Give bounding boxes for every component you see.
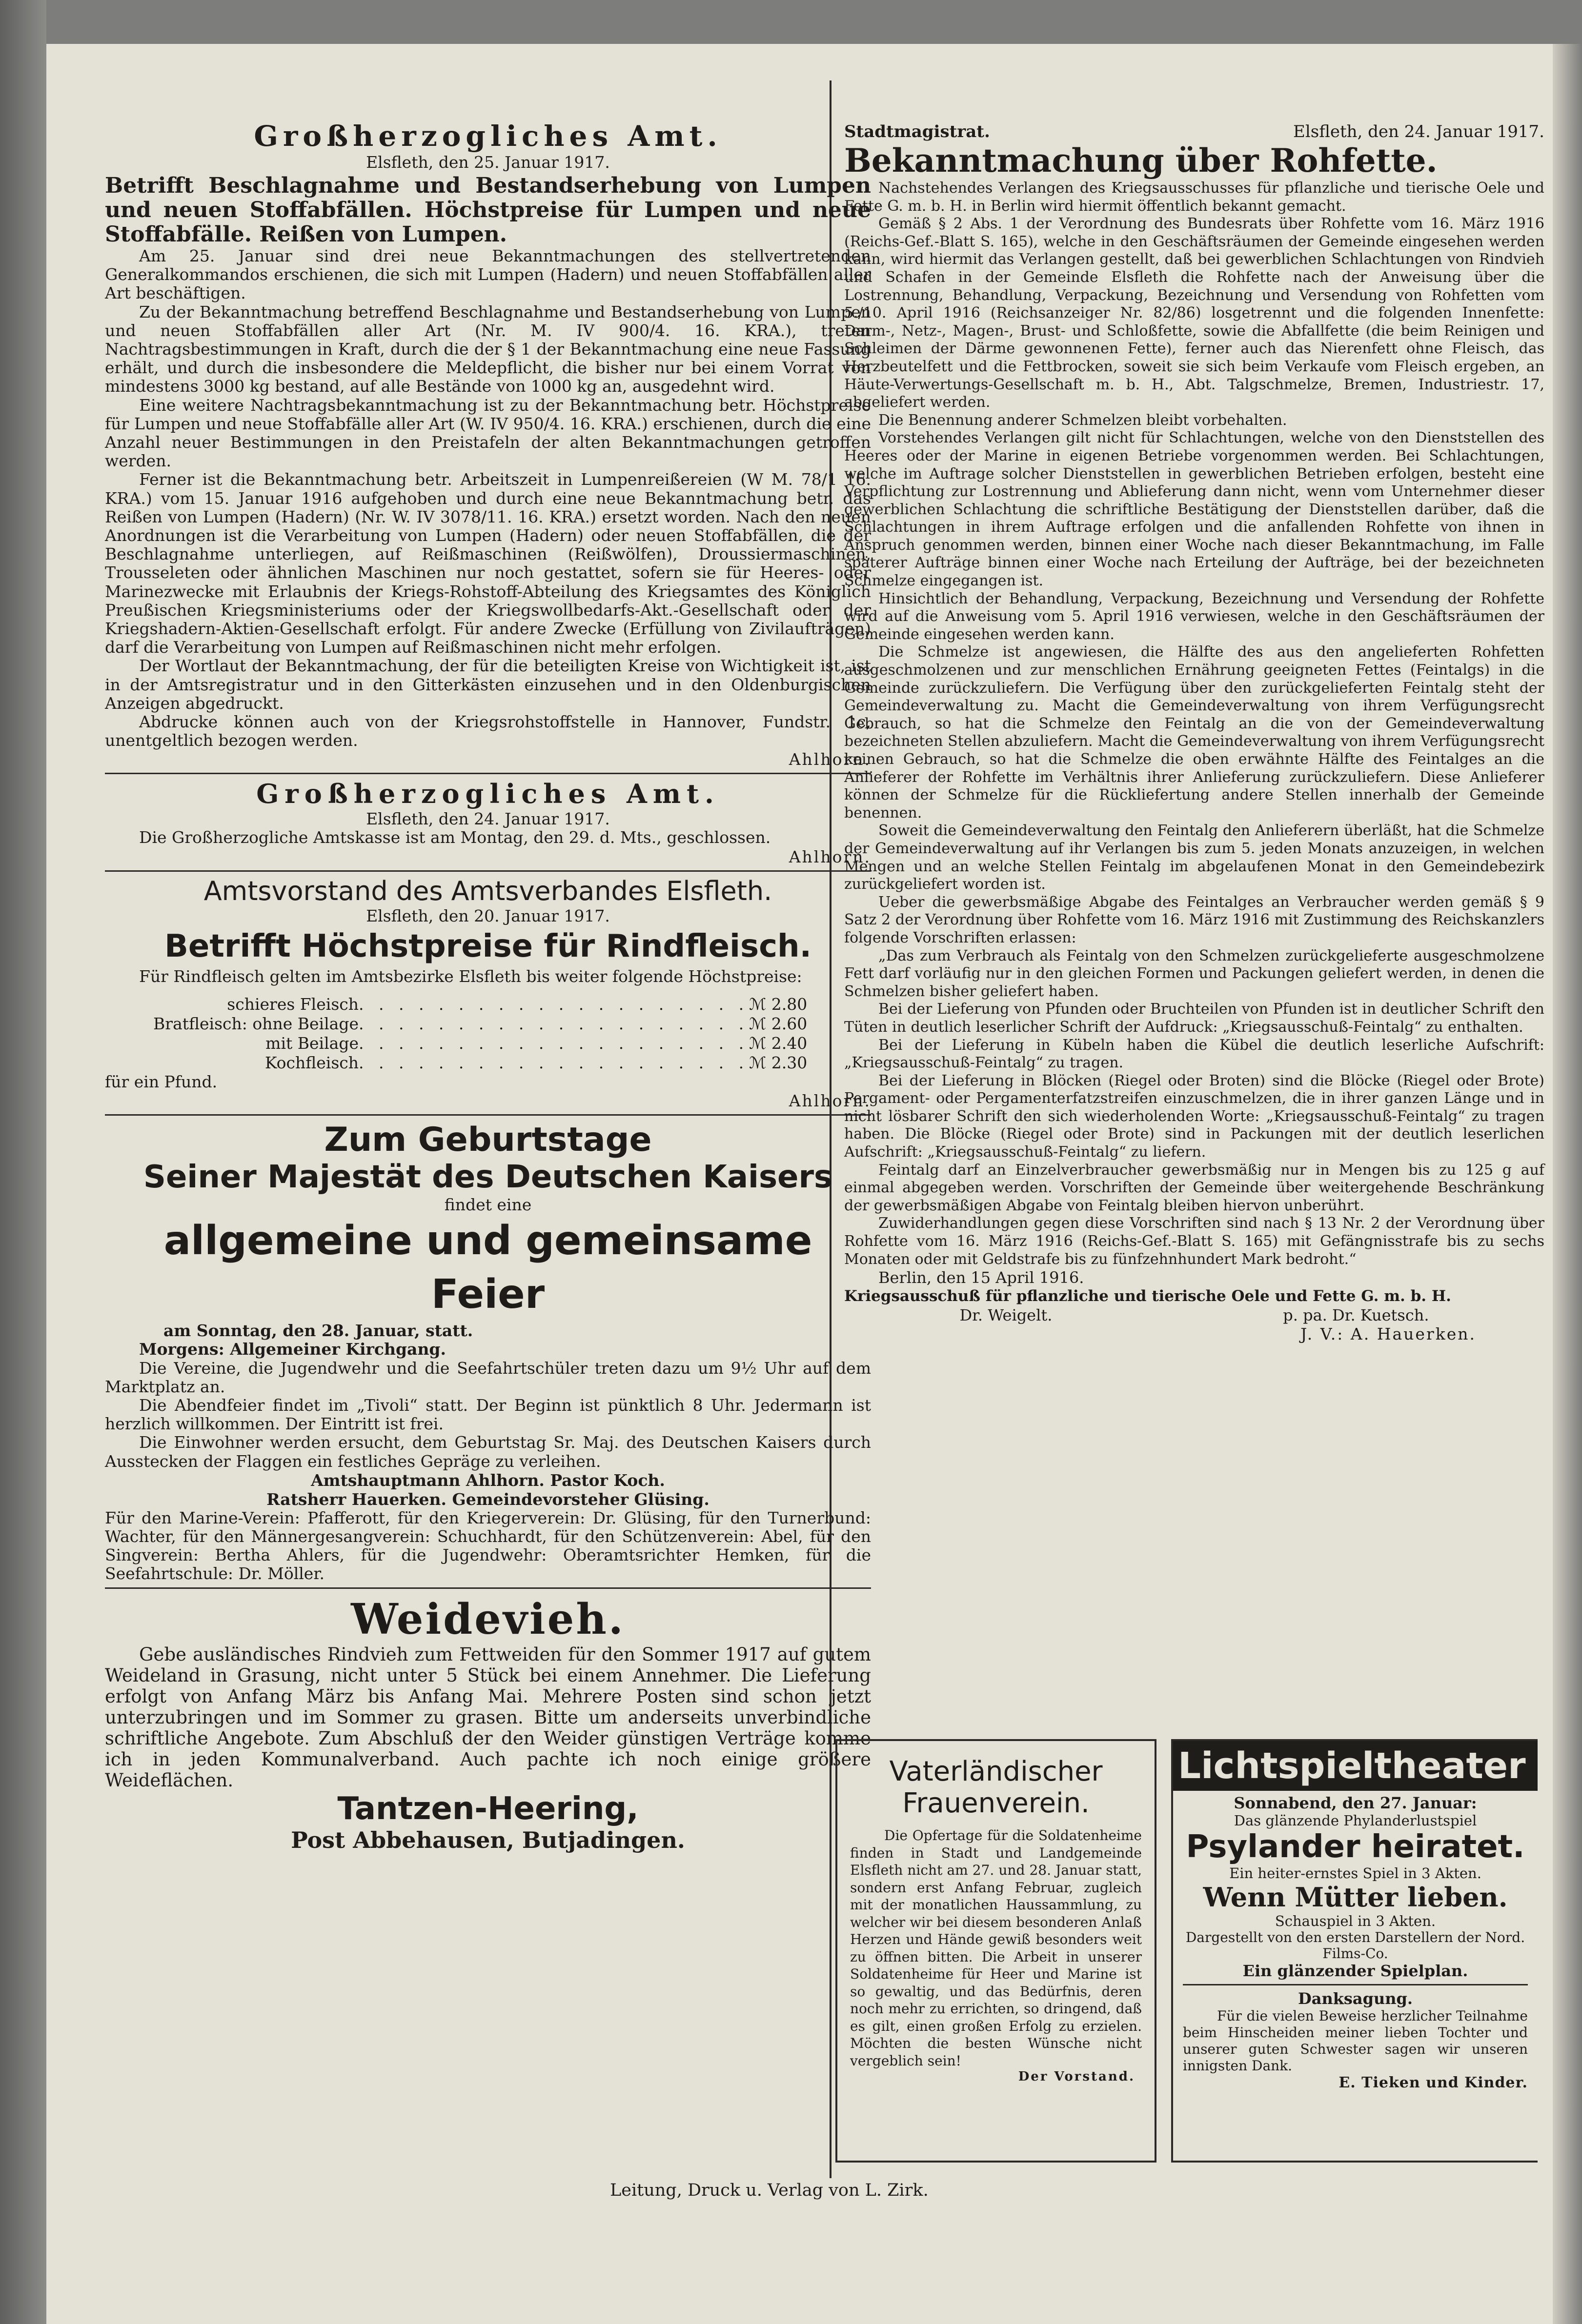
cinema-line: Psylander heiratet. [1186, 1829, 1525, 1865]
committee-line: Amtshauptmann Ahlhorn. Pastor Koch. [311, 1470, 665, 1490]
notice-date: Elsfleth, den 24. Januar 1917. [1293, 122, 1544, 141]
organisation: Kriegsausschuß für pflanzliche und tierische Oele und Fette G. m. b. H. [844, 1287, 1451, 1305]
paragraph: Abdrucke können auch von der Kriegsrohstoffstelle in Hannover, Fundstr. 1c, unentgeltlich bezogen werden. [105, 712, 871, 750]
box-title: Vaterländischer [889, 1756, 1103, 1787]
paragraph: Die Benennung anderer Schmelzen bleibt vorbehalten. [878, 411, 1287, 429]
box-title: Frauenverein. [902, 1787, 1090, 1819]
signature: p. pa. Dr. Kuetsch. [1283, 1305, 1429, 1324]
cinema-line: Das glänzende Phylanderlustspiel [1234, 1812, 1477, 1829]
club-list: Für den Marine-Verein: Pfafferott, für den Kriegerverein: Dr. Glüsing, für den Turnerbund: Wachter, für den Männergesangverein: Schuchhardt, für den Schützenverein: Abel, für den Singverein: Bertha Ahlers, für die Jugendwehr: Oberamtsrichter Hemken, für die Seefahrtschule: Dr. Möller. [105, 1508, 871, 1583]
ad-box-lichtspieltheater [1171, 1739, 1538, 2163]
paragraph: Vorstehendes Verlangen gilt nicht für Schlachtungen, welche von den Dienststellen des Heeres oder der Marine in eigenen Betriebe vorgenommen werden. Bei Schlachtungen, welche im Auftrage solcher Dienststellen in gewerblichen Betrieben erfolgen, besteht eine Verpflichtung zur Lostrennung und Ablieferung dann nicht, wenn vom Unternehmer dieser gewerblichen Schlachtung die schriftliche Bestätigung der Dienststellen darüber, daß die Schlachtungen in ihrem Auftrage erfolgen und die anfallenden Rohfette von ihnen in Anspruch genommen werden, binnen einer Woche nach dieser Bekanntmachung, im Falle späterer Aufträge binnen einer Woche nach Erteilung der Aufträge, bei der bezeichneten Schmelze eingegangen ist. [844, 429, 1544, 590]
cinema-line: Ein heiter-ernstes Spiel in 3 Akten. [1229, 1865, 1481, 1882]
paragraph: Ferner ist die Bekanntmachung betr. Arbeitszeit in Lumpenreißereien (W M. 78/1 16. KRA.) vom 15. Januar 1916 aufgehoben und durch eine neue Bekanntmachung betr. das Reißen von Lumpen (Hadern) (Nr. W. IV 3078/11. 16. KRA.) ersetzt worden. Nach den neuen Anordnungen ist die Verarbeitung von Lumpen (Hadern) oder neuen Stoffabfällen, die der Beschlagnahme unterliegen, auf Reißmaschinen (Reißwölfen), Droussiermaschinen, Trousseleten oder ähnlichen Maschinen nur noch gestattet, sofern sie für Heeres- oder Marinezwecke mit Erlaubnis der Kriegs-Rohstoff-Abteilung des Kriegsamtes des Königlich Preußischen Kriegsministeriums oder der Kriegswollbedarfs-Akt.-Gesellschaft oder der Kriegshadern-Aktien-Gesellschaft erfolgt. Für andere Zwecke (Erfüllung von Zivilaufträgen) darf die Verarbeitung von Lumpen auf Reißmaschinen nicht mehr erfolgen. [105, 470, 871, 657]
paragraph: Die Vereine, die Jugendwehr und die Seefahrtschüler treten dazu um 9½ Uhr auf dem Marktplatz an. [105, 1358, 871, 1396]
paragraph: Hinsichtlich der Behandlung, Verpackung, Bezeichnung und Versendung der Rohfette wird auf die Anweisung vom 5. April 1916 verwiesen, welche in den Geschäftsräumen der Gemeinde eingesehen werden kann. [844, 590, 1544, 643]
notice-date: Elsfleth, den 24. Januar 1917. [366, 809, 610, 829]
signature: Ahlhorn. [789, 750, 871, 769]
signature: Der Vorstand. [1018, 2069, 1135, 2084]
scanner-shadow [0, 0, 46, 2324]
price-label: Bratfleisch: ohne Beilage [153, 1014, 359, 1033]
ad-name: Tantzen-Heering, [337, 1790, 639, 1827]
place-date: Berlin, den 15 April 1916. [878, 1268, 1084, 1287]
divider [105, 870, 871, 872]
cinema-line: Wenn Mütter lieben. [1203, 1882, 1508, 1913]
paragraph: Für Rindfleisch gelten im Amtsbezirke Elsfleth bis weiter folgende Höchstpreise: [139, 966, 802, 986]
leader-dots: . . . . . . . . . . . . . . . . . . . . [359, 1014, 749, 1033]
notice-title: Großherzogliches Amt. [254, 120, 722, 153]
price-row [105, 1053, 871, 1073]
event-headline: allgemeine und gemeinsame Feier [163, 1218, 812, 1318]
signature: J. V.: A. Hauerken. [1300, 1324, 1476, 1343]
paragraph: Bei der Lieferung von Pfunden oder Bruchteilen von Pfunden ist in deutlicher Schrift den Tüten in deutlich leserlicher Schrift der Aufdruck: „Kriegsausschuß-Feintalg“ zu enthalten. [844, 1001, 1544, 1036]
paragraph: Eine weitere Nachtragsbekanntmachung ist zu der Bekanntmachung betr. Höchstpreise für Lumpen und neue Stoffabfälle aller Art (W. IV 950/4. 16. KRA.) erschienen, durch die eine Anzahl neuer Bestimmungen in den Preistafeln der alten Bekanntmachungen getroffen werden. [105, 395, 871, 471]
signature: E. Tieken und Kinder. [1339, 2074, 1528, 2091]
leader-dots: . . . . . . . . . . . . . . . . . . . . [359, 994, 749, 1014]
divider [105, 1587, 871, 1589]
event-morning: Morgens: Allgemeiner Kirchgang. [139, 1340, 446, 1359]
paragraph: Zu der Bekanntmachung betreffend Beschlagnahme und Bestandserhebung von Lumpen und neuen Stoffabfällen aller Art (Nr. M. IV 900/4. 16. KRA.), treten Nachtragsbestimmungen in Kraft, durch die der § 1 der Bekanntmachung eine neue Fassung erhält, und durch die insbesondere die Meldepflicht, die bisher nur bei einem Vorrat von mindestens 3000 kg bestand, auf alle Bestände von 1000 kg an, ausgedehnt wird. [105, 302, 871, 396]
paragraph: Feintalg darf an Einzelverbraucher gewerbsmäßig nur in Mengen bis zu 125 g auf einmal abgegeben werden. Vorschriften der Gemeinde über weitergehende Beschränkung der gewerbsmäßigen Abgabe von Feintalg bleiben hiervon unberührt. [844, 1161, 1544, 1214]
office-name: Stadtmagistrat. [844, 122, 990, 141]
cinema-line: Ein glänzender Spielplan. [1242, 1962, 1468, 1980]
leader-dots: . . . . . . . . . . . . . . . . . . . . [359, 1053, 749, 1072]
notice-headline: Betrifft Höchstpreise für Rindfleisch. [164, 928, 811, 964]
price-value: ℳ 2.40 [749, 1033, 808, 1053]
signature: Ahlhorn. [789, 847, 871, 866]
paragraph: Bei der Lieferung in Kübeln haben die Kübel die deutlich leserliche Aufschrift: „Kriegsausschuß-Feintalg“ zu tragen. [844, 1036, 1544, 1072]
box-text: Die Opfertage für die Soldatenheime finden in Stadt und Landgemeinde Elsfleth nicht am 27. und 28. Januar statt, sondern erst Anfang Februar, zugleich mit der monatlichen Haussammlung, zu welcher wir bei diesem besonderen Anlaß Herzen und Hände gewiß besonders weit zu öffnen bitten. Die Arbeit in unserer Soldatenheime für Heer und Marine ist so gewaltig, und das Bedürfnis, deren noch mehr zu errichten, so dringend, daß es gilt, einen großen Erfolg zu erzielen. Möchten die besten Wünsche nicht vergeblich sein! [850, 1827, 1142, 2069]
signature: Dr. Weigelt. [959, 1305, 1053, 1324]
paragraph: Der Wortlaut der Bekanntmachung, der für die beteiligten Kreise von Wichtigkeit ist, ist in der Amtsregistratur und in den Gitterkästen einzusehen und in den Oldenburgischen Anzeigen abgedruckt. [105, 656, 871, 713]
paragraph: Gemäß § 2 Abs. 1 der Verordnung des Bundesrats über Rohfette vom 16. März 1916 (Reichs-Gef.-Blatt S. 165), welche in den Geschäftsräumen der Gemeinde eingesehen werden kann, wird hiermit das Verlangen gestellt, daß bei gewerblichen Schlachtungen von Rindvieh und Schafen in der Gemeinde Elsfleth die Rohfette nach der Anweisung über die Lostrennung, Behandlung, Verpackung, Bezeichnung und Versendung von Rohfetten vom 5./10. April 1916 (Reichsanzeiger Nr. 82/86) losgetrennt und die folgenden Innenfette: Darm-, Netz-, Magen-, Brust- und Schloßfette, sowie die Abfallfette (die beim Reinigen und Schleimen der Därme gewonnenen Fette), ferner auch das Nierenfett ohne Fleisch, das Herzbeutelfett und die Fettbrocken, soweit sie sich beim Verkaufe vom Fleisch ergeben, an Häute-Verwertungs-Gesellschaft m. b. H., Abt. Talgschmelze, Bremen, Industriestr. 17, abgeliefert werden. [844, 215, 1544, 411]
price-value: ℳ 2.30 [749, 1053, 808, 1072]
thanks-title: Danksagung. [1298, 1989, 1413, 2008]
paragraph: Soweit die Gemeindeverwaltung den Feintalg den Anlieferern überläßt, hat die Schmelze der Gemeindeverwaltung auf ihr Verlangen bis zum 5. jeden Monats anzuzeigen, in welchen Mengen und an welche Stellen Feintalg im abgelaufenen Monat in den Gemeindebezirk zurückgeliefert worden ist. [844, 822, 1544, 893]
notice-headline: Betrifft Beschlagnahme und Bestandserhebung von Lumpen und neuen Stoffabfällen. Höchstpreise für Lumpen und neue Stoffabfälle. Reißen von Lumpen. [105, 173, 871, 247]
paragraph: Die Einwohner werden ersucht, dem Geburtstag Sr. Maj. des Deutschen Kaisers durch Ausstecken der Flaggen ein festliches Gepräge zu verleihen. [105, 1433, 871, 1471]
paragraph: Die Schmelze ist angewiesen, die Hälfte des aus den angelieferten Rohfetten ausgeschmolzenen und zur menschlichen Ernährung geeigneten Fettes (Feintalgs) in die Gemeinde zurückzuliefern. Die Verfügung über den zurückgelieferten Feintalg steht der Gemeindeverwaltung zu. Macht die Gemeindeverwaltung von ihrem Verfügungsrecht Gebrauch, so hat die Schmelze den Feintalg an die von der Gemeindeverwaltung bezeichneten Stellen abzuliefern. Macht die Gemeindeverwaltung von ihrem Verfügungsrecht keinen Gebrauch, so hat die Schmelze die oben erwähnte Hälfte des Feintalges an die Anlieferer der Rohfette im Verhältnis ihrer Anlieferung zurückzuliefern. Diese Anlieferer können der Schmelze für die Rückliefertung andere Stellen innerhalb der Gemeinde benennen. [844, 643, 1544, 821]
left-column [105, 66, 871, 1853]
cinema-line: Sonnabend, den 27. Januar: [1234, 1794, 1477, 1812]
paragraph: Am 25. Januar sind drei neue Bekanntmachungen des stellvertretenden Generalkommandos erschienen, die sich mit Lumpen (Hadern) und neuen Stoffabfällen aller Art beschäftigen. [105, 246, 871, 303]
notice-header [844, 122, 1544, 141]
price-row [105, 1034, 871, 1053]
cinema-line: Schauspiel in 3 Akten. [1275, 1913, 1436, 1929]
cinema-name: Lichtspieltheater [1178, 1745, 1526, 1787]
price-unit: für ein Pfund. [105, 1072, 218, 1091]
paragraph: Nachstehendes Verlangen des Kriegsausschusses für pflanzliche und tierische Oele und Fette G. m. b. H. in Berlin wird hiermit öffentlich bekannt gemacht. [844, 180, 1544, 215]
page-edge [1553, 44, 1582, 2324]
cinema-line: Dargestellt von den ersten Darstellern der Nord. Films-Co. [1185, 1929, 1525, 1962]
ad-text: Gebe ausländisches Rindvieh zum Fettweiden für den Sommer 1917 auf gutem Weideland in Grasung, nicht unter 5 Stück bei einem Annehmer. Die Lieferung erfolgt von Anfang März bis Anfang Mai. Mehrere Posten sind schon jetzt unterzubringen und im Sommer zu grasen. Bitte um anderseits unverbindliche schriftliche Angebote. Zum Abschluß der den Weider günstigen Verträge komme ich in jeden Kommunalverband. Auch pachte ich noch einige größere Weideflächen. [105, 1643, 871, 1791]
paragraph: Ueber die gewerbsmäßige Abgabe des Feintalges an Verbraucher werden gemäß § 9 Satz 2 der Verordnung über Rohfette vom 16. März 1916 mit Zustimmung des Reichskanzlers folgende Vorschriften erlassen: [844, 893, 1544, 946]
paragraph: „Das zum Verbrauch als Feintalg von den Schmelzen zurückgelieferte ausgeschmolzene Fett darf vorläufig nur in den gleichen Formen und Packungen geliefert werden, in denen die Schmelzen bisher geliefert haben. [844, 947, 1544, 1000]
ad-title: Weidevieh. [351, 1594, 625, 1644]
event-date: am Sonntag, den 28. Januar, statt. [163, 1321, 473, 1341]
notice-title: Großherzogliches Amt. [256, 778, 720, 810]
event-line: findet eine [444, 1195, 532, 1215]
right-column [835, 66, 1544, 1343]
signatures [844, 1306, 1544, 1324]
divider [105, 1114, 871, 1116]
notice-title: Amtsvorstand des Amtsverbandes Elsfleth. [203, 875, 772, 906]
price-row [105, 1014, 871, 1034]
price-row [105, 995, 871, 1014]
box-title [1173, 1741, 1538, 1791]
divider [105, 773, 871, 774]
committee-line: Ratsherr Hauerken. Gemeindevorsteher Glüsing. [266, 1489, 710, 1509]
price-label: Kochfleisch [264, 1053, 359, 1072]
notice-title: Bekanntmachung über Rohfette. [844, 141, 1438, 180]
paragraph: Bei der Lieferung in Blöcken (Riegel oder Broten) sind die Blöcke (Riegel oder Brote) Pergament- oder Pergamenterfatzstreifen einzuschmelzen, die in ihrer ganzen Länge und in nicht lösbarer Schrift den sich wiederholenden Worte: „Kriegsausschuß-Feintalg“ zu tragen haben. Die Blöcke (Riegel oder Brote) sind in Packungen mit der deutlich leserlichen Aufschrift: „Kriegsausschuß-Feintalg“ zu liefern. [844, 1072, 1544, 1161]
event-line: Zum Geburtstage [324, 1121, 652, 1160]
divider [1183, 1984, 1528, 1985]
paragraph: Zuwiderhandlungen gegen diese Vorschriften sind nach § 13 Nr. 2 der Verordnung über Rohfette vom 16. März 1916 (Reichs-Gef.-Blatt S. 165) mit Gefängnisstrafe bis zu sechs Monaten oder mit Geldstrafe bis zu fünfzehnhundert Mark bedroht.“ [844, 1215, 1544, 1268]
price-label: mit Beilage [265, 1033, 359, 1053]
price-value: ℳ 2.60 [749, 1014, 808, 1033]
event-line: Seiner Majestät des Deutschen Kaisers [143, 1159, 833, 1196]
paragraph: Die Großherzogliche Amtskasse ist am Montag, den 29. d. Mts., geschlossen. [139, 828, 771, 847]
price-label: schieres Fleisch [227, 994, 359, 1014]
signature: Ahlhorn. [789, 1091, 871, 1111]
imprint: Leitung, Druck u. Verlag von L. Zirk. [610, 2181, 929, 2200]
leader-dots: . . . . . . . . . . . . . . . . . . . . [359, 1033, 749, 1053]
notice-date: Elsfleth, den 25. Januar 1917. [366, 153, 610, 172]
price-value: ℳ 2.80 [749, 994, 808, 1014]
ad-place: Post Abbehausen, Butjadingen. [291, 1826, 685, 1853]
thanks-text: Für die vielen Beweise herzlicher Teilnahme beim Hinscheiden meiner lieben Tochter und unserer guten Schwester sagen wir unseren innigsten Dank. [1183, 2008, 1528, 2074]
ad-box-frauenverein [835, 1739, 1156, 2163]
notice-date: Elsfleth, den 20. Januar 1917. [366, 906, 610, 925]
paragraph: Die Abendfeier findet im „Tivoli“ statt. Der Beginn ist pünktlich 8 Uhr. Jedermann ist herzlich willkommen. Der Eintritt ist frei. [105, 1395, 871, 1434]
